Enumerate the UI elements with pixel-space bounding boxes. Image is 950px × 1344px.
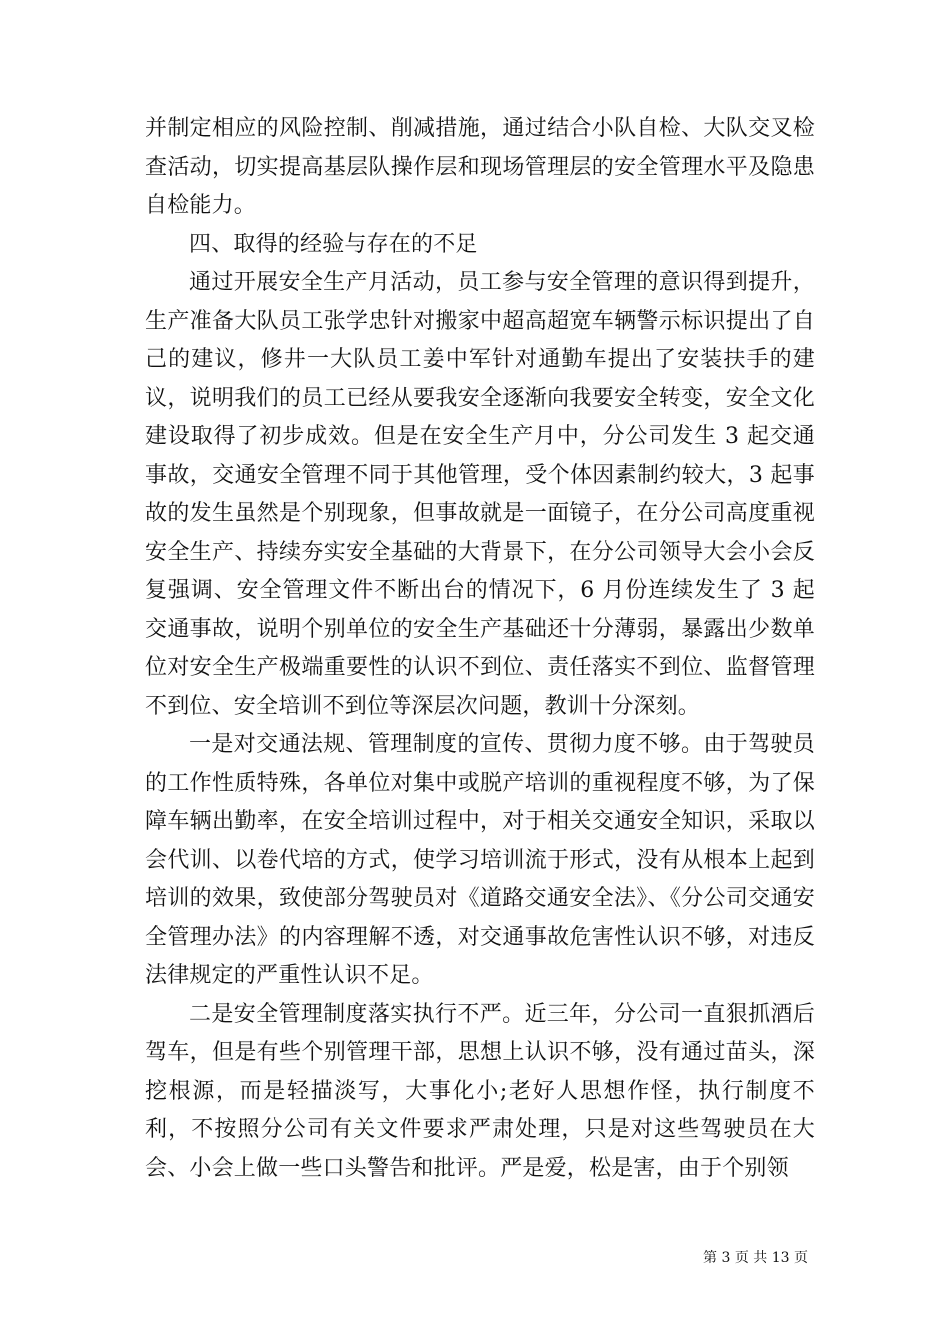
document-body (145, 110, 815, 1188)
paragraph-point-two: 二是安全管理制度落实执行不严。近三年，分公司一直狠抓酒后驾车，但是有些个别管理干部，思想上认识不够，没有通过苗头，深挖根源，而是轻描淡写，大事化小;老好人思想作怪，执行制度不利，不按照分公司有关文件要求严肃处理，只是对这些驾驶员在大会、小会上做一些口头警告和批评。严是爱，松是害，由于个别领 (145, 1001, 815, 1181)
paragraph-experience: 通过开展安全生产月活动，员工参与安全管理的意识得到提升，生产准备大队员工张学忠针对搬家中超高超宽车辆警示标识提出了自己的建议，修井一大队员工姜中军针对通勤车提出了安装扶手的建议，说明我们的员工已经从要我安全逐渐向我要安全转变，安全文化建设取得了初步成效。但是在安全生产月中，分公司发生 3 起交通事故，交通安全管理不同于其他管理，受个体因素制约较大，3 起事故的发生虽然是个别现象，但事故就是一面镜子，在分公司高度重视安全生产、持续夯实安全基础的大背景下，在分公司领导大会小会反复强调、安全管理文件不断出台的情况下，6 月份连续发生了 3 起交通事故，说明个别单位的安全生产基础还十分薄弱，暴露出少数单位对安全生产极端重要性的认识不到位、责任落实不到位、监督管理不到位、安全培训不到位等深层次问题，教训十分深刻。 (145, 270, 815, 719)
paragraph-continuation: 并制定相应的风险控制、削减措施，通过结合小队自检、大队交叉检查活动，切实提高基层队操作层和现场管理层的安全管理水平及隐患自检能力。 (145, 116, 815, 218)
paragraph-point-one: 一是对交通法规、管理制度的宣传、贯彻力度不够。由于驾驶员的工作性质特殊，各单位对集中或脱产培训的重视程度不够，为了保障车辆出勤率，在安全培训过程中，对于相关交通安全知识，采取以会代训、以卷代培的方式，使学习培训流于形式，没有从根本上起到培训的效果，致使部分驾驶员对《道路交通安全法》、《分公司交通安全管理办法》的内容理解不透，对交通事故危害性认识不够，对违反法律规定的严重性认识不足。 (145, 732, 815, 988)
section-heading: 四、取得的经验与存在的不足 (189, 231, 478, 257)
page-number-footer: 第 3 页 共 13 页 (703, 1250, 808, 1266)
